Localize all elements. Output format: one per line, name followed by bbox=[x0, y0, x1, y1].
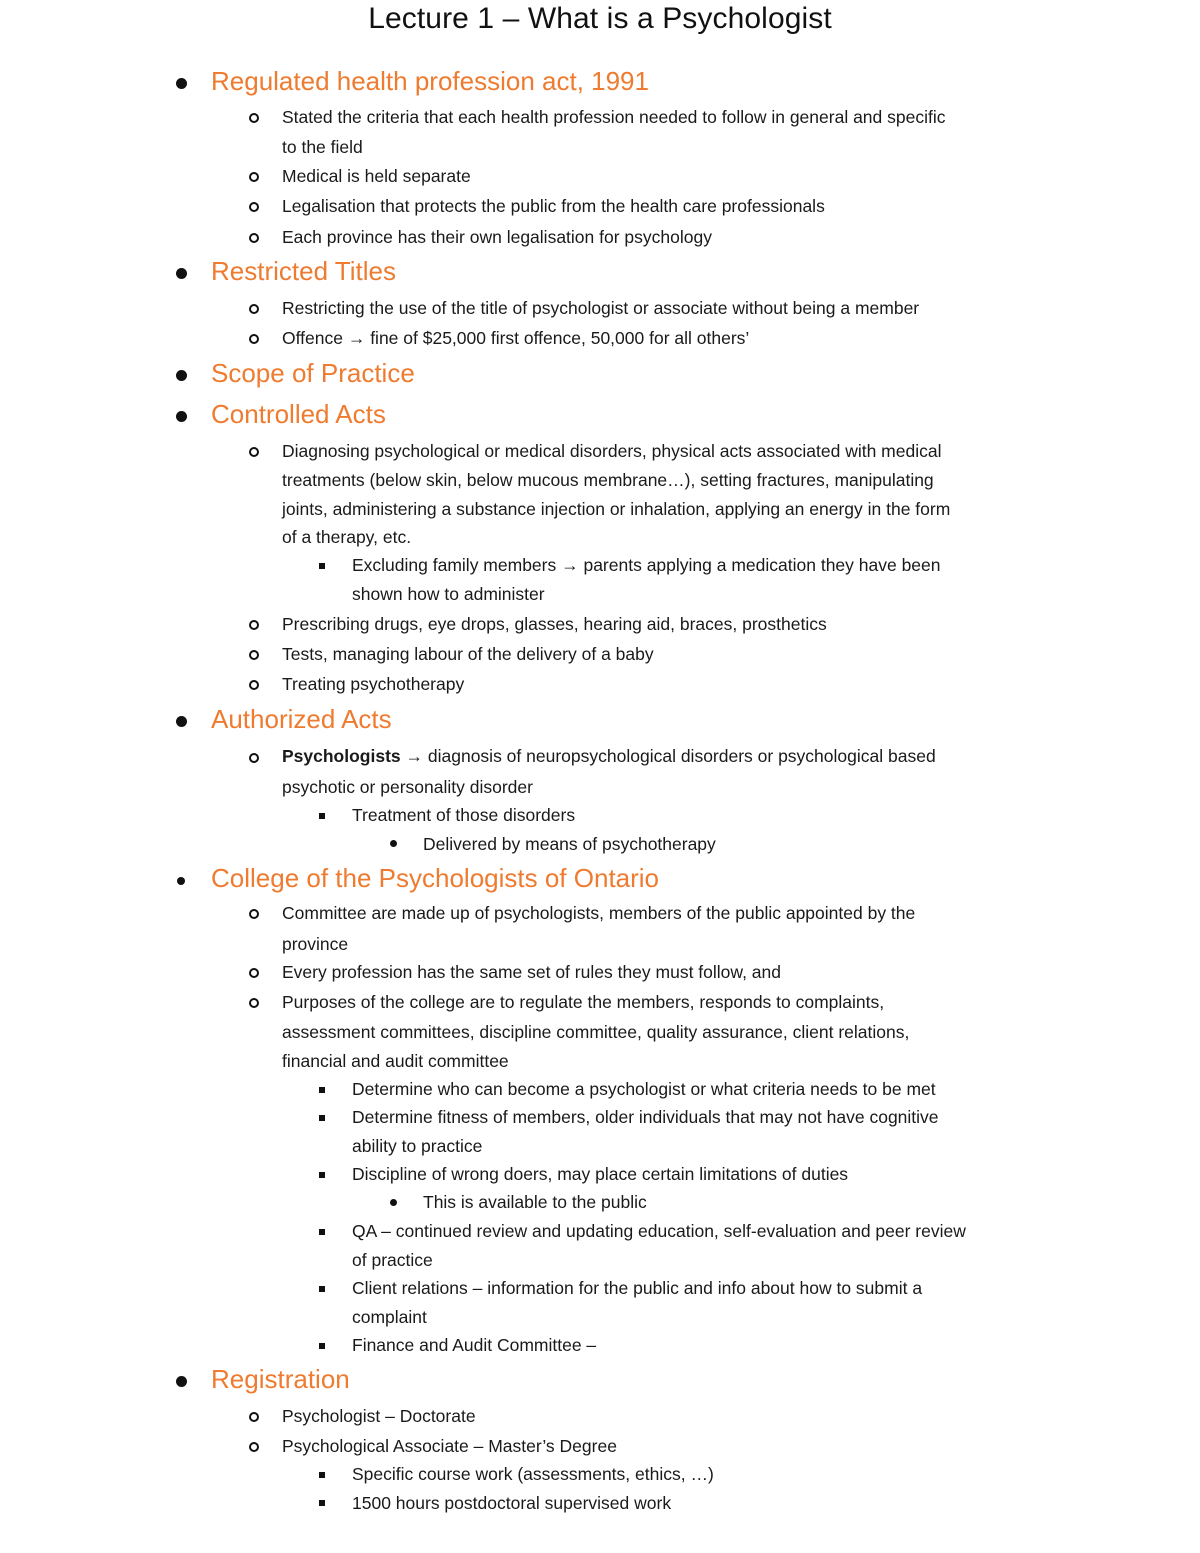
item-bullet bbox=[249, 447, 259, 457]
sub-item: Discipline of wrong doers, may place certain limitations of duties bbox=[352, 1164, 849, 1184]
section-bullet bbox=[176, 78, 187, 89]
section-heading: Controlled Acts bbox=[211, 399, 386, 429]
sub-item: Excluding family members → parents applying a medication they have been bbox=[352, 555, 941, 575]
list-item-cont: assessment committees, discipline committee, quality assurance, client relations, bbox=[282, 1022, 910, 1042]
item-bullet bbox=[249, 233, 259, 243]
section-bullet bbox=[176, 370, 187, 381]
list-item: Purposes of the college are to regulate the members, responds to complaints, bbox=[282, 992, 885, 1012]
subsub-bullet bbox=[390, 1199, 397, 1206]
page-title: Lecture 1 – What is a Psychologist bbox=[368, 2, 832, 35]
sub-item: Determine who can become a psychologist or what criteria needs to be met bbox=[352, 1079, 936, 1099]
list-item-text: → diagnosis of neuropsychological disorders or psychological based bbox=[400, 746, 936, 766]
section-bullet bbox=[176, 268, 187, 279]
sub-item-cont: of practice bbox=[352, 1250, 433, 1270]
list-item: Prescribing drugs, eye drops, glasses, hearing aid, braces, prosthetics bbox=[282, 614, 827, 634]
item-bullet bbox=[249, 304, 259, 314]
list-item: Psychologist – Doctorate bbox=[282, 1406, 476, 1426]
subsub-item: This is available to the public bbox=[423, 1192, 647, 1212]
sub-bullet bbox=[319, 813, 325, 819]
sub-item: Specific course work (assessments, ethics, …) bbox=[352, 1464, 714, 1484]
list-item-cont: psychotic or personality disorder bbox=[282, 777, 533, 797]
list-item-cont: of a therapy, etc. bbox=[282, 527, 412, 547]
list-item: Restricting the use of the title of psychologist or associate without being a member bbox=[282, 298, 920, 318]
item-bullet bbox=[249, 1442, 259, 1452]
sub-item-cont: complaint bbox=[352, 1307, 427, 1327]
list-item bbox=[282, 746, 936, 767]
list-item: Committee are made up of psychologists, members of the public appointed by the bbox=[282, 903, 916, 923]
sub-item-cont: ability to practice bbox=[352, 1136, 483, 1156]
item-bullet bbox=[249, 968, 259, 978]
list-item: Legalisation that protects the public from the health care professionals bbox=[282, 196, 825, 216]
list-item: Diagnosing psychological or medical disorders, physical acts associated with medical bbox=[282, 441, 942, 461]
item-bullet bbox=[249, 650, 259, 660]
list-item-cont: treatments (below skin, below mucous membrane…), setting fractures, manipulating bbox=[282, 470, 934, 490]
section-heading: Registration bbox=[211, 1364, 350, 1394]
list-item: Each province has their own legalisation for psychology bbox=[282, 227, 712, 247]
section-heading: Authorized Acts bbox=[211, 704, 392, 734]
list-item: Stated the criteria that each health profession needed to follow in general and specific bbox=[282, 107, 946, 127]
list-item: Tests, managing labour of the delivery of a baby bbox=[282, 644, 654, 664]
item-bullet bbox=[249, 334, 259, 344]
sub-bullet bbox=[319, 563, 325, 569]
list-item: Medical is held separate bbox=[282, 166, 471, 186]
item-bullet bbox=[249, 998, 259, 1008]
section-bullet bbox=[176, 716, 187, 727]
list-item: Treating psychotherapy bbox=[282, 674, 465, 694]
item-bullet bbox=[249, 202, 259, 212]
sub-bullet bbox=[319, 1172, 325, 1178]
list-item: Psychological Associate – Master’s Degree bbox=[282, 1436, 617, 1456]
sub-item: Treatment of those disorders bbox=[352, 805, 576, 825]
section-heading: Regulated health profession act, 1991 bbox=[211, 66, 649, 96]
sub-item: Finance and Audit Committee – bbox=[352, 1335, 597, 1355]
item-bullet bbox=[249, 113, 259, 123]
list-item-cont: financial and audit committee bbox=[282, 1051, 509, 1071]
sub-item: QA – continued review and updating education, self-evaluation and peer review bbox=[352, 1221, 966, 1241]
list-item-cont: province bbox=[282, 934, 349, 954]
sub-item-cont: shown how to administer bbox=[352, 584, 545, 604]
sub-item: 1500 hours postdoctoral supervised work bbox=[352, 1493, 672, 1513]
section-heading: Scope of Practice bbox=[211, 358, 415, 388]
item-bullet bbox=[249, 620, 259, 630]
sub-bullet bbox=[319, 1472, 325, 1478]
section-bullet bbox=[177, 877, 185, 885]
sub-bullet bbox=[319, 1343, 325, 1349]
list-item-cont: to the field bbox=[282, 137, 363, 157]
subsub-item: Delivered by means of psychotherapy bbox=[423, 834, 716, 854]
item-bullet bbox=[249, 909, 259, 919]
sub-item: Client relations – information for the public and info about how to submit a bbox=[352, 1278, 923, 1298]
sub-bullet bbox=[319, 1087, 325, 1093]
section-bullet bbox=[176, 1376, 187, 1387]
subsub-bullet bbox=[390, 840, 397, 847]
section-heading: Restricted Titles bbox=[211, 256, 396, 286]
section-heading: College of the Psychologists of Ontario bbox=[211, 863, 660, 893]
section-bullet bbox=[176, 411, 187, 422]
list-item-cont: joints, administering a substance injection or inhalation, applying an energy in the form bbox=[282, 499, 951, 519]
bold-term: Psychologists bbox=[282, 746, 401, 766]
sub-bullet bbox=[319, 1286, 325, 1292]
item-bullet bbox=[249, 172, 259, 182]
item-bullet bbox=[249, 680, 259, 690]
item-bullet bbox=[249, 1412, 259, 1422]
sub-item: Determine fitness of members, older individuals that may not have cognitive bbox=[352, 1107, 939, 1127]
item-bullet bbox=[249, 753, 259, 763]
sub-bullet bbox=[319, 1229, 325, 1235]
sub-bullet bbox=[319, 1500, 325, 1506]
list-item: Offence → fine of $25,000 first offence, 50,000 for all others’ bbox=[282, 328, 750, 348]
list-item: Every profession has the same set of rules they must follow, and bbox=[282, 962, 781, 982]
sub-bullet bbox=[319, 1115, 325, 1121]
